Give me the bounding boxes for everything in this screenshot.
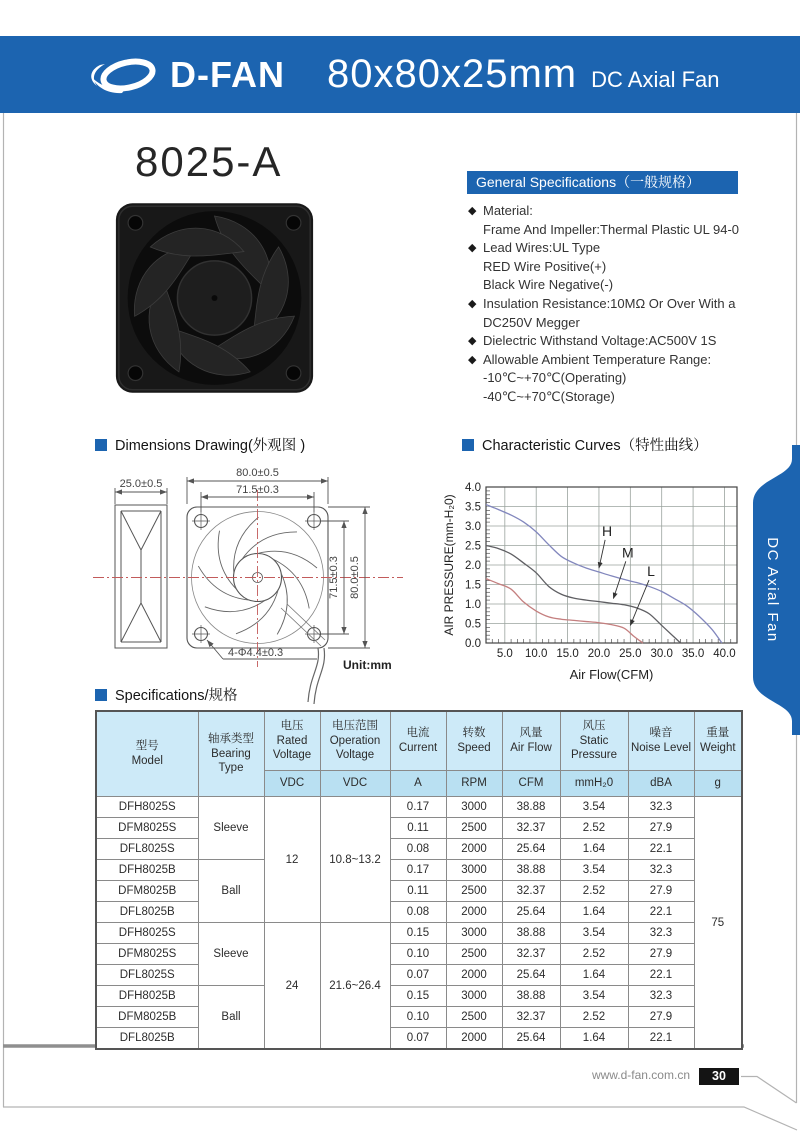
cell-current: 0.07 [390, 1028, 446, 1050]
cell-noise: 27.9 [628, 944, 694, 965]
cell-pressure: 2.52 [560, 944, 628, 965]
curve-label-L: L [647, 563, 655, 580]
cell-noise: 32.3 [628, 860, 694, 881]
svg-text:3.5: 3.5 [465, 501, 481, 514]
cell-current: 0.17 [390, 797, 446, 818]
cell-speed: 2000 [446, 965, 502, 986]
cell-current: 0.15 [390, 986, 446, 1007]
fan-product-photo [112, 200, 317, 396]
cell-operation-voltage: 21.6~26.4 [320, 923, 390, 1050]
cell-model: DFH8025B [96, 860, 198, 881]
cell-current: 0.17 [390, 860, 446, 881]
spec-list-item [468, 295, 773, 314]
cell-model: DFM8025S [96, 944, 198, 965]
table-row [96, 818, 742, 839]
cell-noise: 22.1 [628, 839, 694, 860]
cell-speed: 3000 [446, 986, 502, 1007]
cell-airflow: 38.88 [502, 860, 560, 881]
cell-pressure: 3.54 [560, 797, 628, 818]
cell-pressure: 1.64 [560, 1028, 628, 1050]
curve-label-H: H [602, 522, 613, 539]
indent-spacer [468, 258, 483, 277]
cell-model: DFL8025S [96, 839, 198, 860]
svg-text:40.0: 40.0 [713, 648, 736, 660]
page-number-badge: 30 [699, 1068, 739, 1085]
column-unit: mmH₂0 [560, 771, 628, 797]
spec-list-item [468, 202, 773, 221]
diamond-bullet-icon: ◆ [468, 205, 477, 217]
svg-text:3.0: 3.0 [465, 521, 481, 533]
table-row [96, 839, 742, 860]
spec-list-item-text: Allowable Ambient Temperature Range: [483, 351, 712, 367]
dimensions-section-heading [95, 434, 305, 455]
svg-text:1.0: 1.0 [465, 599, 481, 611]
column-header-en: Air Flow [510, 742, 552, 754]
cell-bearing: Sleeve [198, 797, 264, 860]
column-header-zh: 电压 [280, 719, 304, 732]
curve-L [486, 579, 643, 643]
cell-speed: 3000 [446, 860, 502, 881]
cell-current: 0.07 [390, 965, 446, 986]
svg-text:AIR PRESSURE(mm-H₂0): AIR PRESSURE(mm-H₂0) [442, 494, 456, 636]
cell-bearing: Sleeve [198, 923, 264, 986]
column-header-zh: 噪音 [649, 727, 673, 740]
column-header-en: Static Pressure [570, 734, 618, 762]
spec-list-item [468, 351, 773, 370]
column-header-en: Current [398, 742, 438, 754]
cell-model: DFL8025S [96, 965, 198, 986]
curve-label-M: M [621, 544, 634, 561]
svg-text:5.0: 5.0 [496, 648, 513, 660]
column-header-en: Model [131, 755, 163, 767]
cell-airflow: 38.88 [502, 923, 560, 944]
spec-list-item-text: Material: [483, 203, 533, 218]
spec-list-item-text: Black Wire Negative(-) [483, 277, 614, 293]
table-row [96, 1007, 742, 1028]
column-header [628, 711, 694, 771]
cell-pressure: 2.52 [560, 818, 628, 839]
cell-speed: 2000 [446, 1028, 502, 1050]
spec-list-item [468, 314, 773, 333]
table-row [96, 797, 742, 818]
section-bullet-icon [462, 439, 474, 451]
characteristic-curves-chart [440, 458, 760, 698]
cell-pressure: 3.54 [560, 986, 628, 1007]
cell-rated-voltage: 24 [264, 923, 320, 1050]
cell-model: DFM8025S [96, 818, 198, 839]
cell-airflow: 25.64 [502, 1028, 560, 1050]
cell-pressure: 3.54 [560, 923, 628, 944]
svg-text:2.5: 2.5 [465, 540, 481, 553]
diamond-bullet-icon: ◆ [468, 335, 477, 348]
indent-spacer [468, 388, 483, 407]
spec-list-item [468, 258, 773, 277]
cell-speed: 2500 [446, 1007, 502, 1028]
spec-list-item-text: DC250V Megger [483, 314, 580, 330]
dim-holes: 4-Φ4.4±0.3 [228, 647, 284, 659]
column-unit: VDC [320, 771, 390, 797]
svg-text:35.0: 35.0 [681, 648, 705, 660]
side-tab-label: DC Axial Fan [764, 537, 781, 643]
cell-rated-voltage: 12 [264, 797, 320, 923]
indent-spacer [468, 276, 483, 295]
svg-text:15.0: 15.0 [556, 648, 579, 660]
cell-noise: 32.3 [628, 797, 694, 818]
dim-width-inner: 71.5±0.3 [236, 484, 279, 496]
svg-text:1.5: 1.5 [465, 579, 481, 592]
dimensions-drawing [85, 462, 445, 707]
general-specs-list [468, 202, 773, 407]
cell-airflow: 32.37 [502, 1007, 560, 1028]
column-unit: A [390, 771, 446, 797]
cell-bearing: Ball [198, 860, 264, 923]
table-heading-label: Specifications/规格 [115, 688, 238, 704]
cell-model: DFL8025B [96, 1028, 198, 1050]
column-header-zh: 重量 [706, 727, 730, 740]
spec-list-item [468, 388, 773, 407]
svg-text:2.0: 2.0 [465, 560, 481, 572]
column-header [320, 711, 390, 771]
cell-airflow: 25.64 [502, 902, 560, 923]
header-subtitle: DC Axial Fan [591, 66, 720, 92]
column-header [198, 711, 264, 797]
column-header-zh: 转数 [462, 727, 486, 740]
cell-speed: 2000 [446, 839, 502, 860]
cell-model: DFH8025B [96, 986, 198, 1007]
cell-airflow: 38.88 [502, 986, 560, 1007]
cell-pressure: 1.64 [560, 965, 628, 986]
column-header-en: Rated Voltage [272, 734, 312, 762]
column-header-zh: 型号 [135, 740, 159, 753]
cell-pressure: 2.52 [560, 881, 628, 902]
indent-spacer [468, 221, 483, 240]
column-header [96, 711, 198, 797]
cell-noise: 22.1 [628, 965, 694, 986]
brand-name: D-FAN [170, 53, 285, 95]
cell-speed: 2500 [446, 818, 502, 839]
diamond-bullet-icon: ◆ [468, 297, 477, 310]
column-header-en: Weight [699, 742, 736, 754]
cell-pressure: 3.54 [560, 860, 628, 881]
spec-list-item [468, 239, 773, 258]
column-header [446, 711, 502, 771]
cell-current: 0.08 [390, 839, 446, 860]
svg-text:10.0: 10.0 [525, 648, 548, 660]
cell-airflow: 32.37 [502, 881, 560, 902]
impeller-blade-lines [193, 514, 320, 642]
cell-speed: 3000 [446, 797, 502, 818]
cell-model: DFL8025B [96, 902, 198, 923]
cell-current: 0.11 [390, 881, 446, 902]
cell-current: 0.10 [390, 1007, 446, 1028]
column-header-en: Speed [457, 742, 491, 754]
cell-airflow: 32.37 [502, 944, 560, 965]
column-header-zh: 风压 [582, 719, 606, 732]
dim-height-outer: 80.0±0.5 [349, 556, 361, 599]
dim-unit: Unit:mm [343, 658, 392, 672]
table-row [96, 944, 742, 965]
cell-current: 0.10 [390, 944, 446, 965]
cell-speed: 2000 [446, 902, 502, 923]
dimensions-heading-label: Dimensions Drawing(外观图 ) [115, 438, 306, 454]
table-row [96, 1028, 742, 1050]
cell-model: DFM8025B [96, 1007, 198, 1028]
diamond-bullet-icon: ◆ [468, 242, 477, 255]
column-header-zh: 轴承类型 [208, 732, 254, 745]
spec-list-item [468, 369, 773, 388]
product-model-title: 8025-A [135, 138, 283, 185]
cell-pressure: 2.52 [560, 1007, 628, 1028]
cell-noise: 32.3 [628, 923, 694, 944]
dim-height-inner: 71.5±0.3 [328, 556, 340, 599]
column-header-en: Operation Voltage [329, 734, 381, 762]
svg-text:30.0: 30.0 [650, 648, 673, 660]
spec-list-item-text: Insulation Resistance:10MΩ Or Over With a [483, 295, 736, 311]
side-tab [745, 445, 800, 735]
cell-bearing: Ball [198, 986, 264, 1050]
svg-text:0.0: 0.0 [465, 638, 481, 650]
indent-spacer [468, 314, 483, 333]
cell-weight: 75 [694, 797, 742, 1050]
table-row [96, 860, 742, 881]
cell-airflow: 25.64 [502, 965, 560, 986]
section-bullet-icon [95, 689, 107, 701]
curves-section-heading [462, 434, 708, 455]
column-header [264, 711, 320, 771]
cell-noise: 27.9 [628, 818, 694, 839]
spec-list-item-text: Dielectric Withstand Voltage:AC500V 1S [483, 333, 717, 349]
spec-list-item-text: Frame And Impeller:Thermal Plastic UL 94-0 [483, 221, 740, 237]
specifications-table [95, 710, 743, 1050]
column-unit: CFM [502, 771, 560, 797]
cell-noise: 22.1 [628, 902, 694, 923]
column-header [560, 711, 628, 771]
svg-text:0.5: 0.5 [465, 618, 481, 631]
spec-list-item-text: Lead Wires:UL Type [483, 240, 601, 256]
column-header-zh: 电流 [406, 727, 430, 740]
spec-list-item-text: -10℃~+70℃(Operating) [483, 370, 627, 386]
table-row [96, 965, 742, 986]
column-unit: RPM [446, 771, 502, 797]
cell-speed: 2500 [446, 881, 502, 902]
spec-list-item-text: -40℃~+70℃(Storage) [483, 388, 615, 404]
curve-M [486, 546, 681, 644]
table-row [96, 986, 742, 1007]
general-specs-heading: General Specifications（一般规格） [467, 171, 738, 194]
cell-speed: 3000 [446, 923, 502, 944]
column-header [694, 711, 742, 771]
footer-url: www.d-fan.com.cn [591, 1068, 690, 1082]
cell-noise: 27.9 [628, 1007, 694, 1028]
cell-airflow: 38.88 [502, 797, 560, 818]
column-header [502, 711, 560, 771]
lead-wires [308, 648, 325, 704]
cell-noise: 22.1 [628, 1028, 694, 1050]
cell-pressure: 1.64 [560, 902, 628, 923]
spec-list-item [468, 332, 773, 351]
cell-pressure: 1.64 [560, 839, 628, 860]
cell-model: DFH8025S [96, 797, 198, 818]
cell-noise: 27.9 [628, 881, 694, 902]
cell-current: 0.15 [390, 923, 446, 944]
table-section-heading [95, 684, 238, 705]
column-unit: g [694, 771, 742, 797]
svg-text:25.0: 25.0 [619, 648, 642, 660]
cell-current: 0.08 [390, 902, 446, 923]
column-header-en: Bearing Type [211, 747, 251, 775]
cell-model: DFH8025S [96, 923, 198, 944]
diamond-bullet-icon: ◆ [468, 353, 477, 366]
curves-heading-label: Characteristic Curves（特性曲线） [482, 438, 708, 454]
table-row [96, 881, 742, 902]
cell-model: DFM8025B [96, 881, 198, 902]
header-size-title: 80x80x25mm [327, 52, 578, 96]
table-row [96, 923, 742, 944]
column-header-en: Noise Level [630, 742, 692, 754]
table-row [96, 902, 742, 923]
indent-spacer [468, 369, 483, 388]
column-unit: dBA [628, 771, 694, 797]
header-bar [0, 36, 800, 113]
svg-text:20.0: 20.0 [587, 648, 611, 660]
cell-airflow: 32.37 [502, 818, 560, 839]
svg-text:4.0: 4.0 [465, 482, 481, 494]
dim-depth: 25.0±0.5 [119, 478, 163, 490]
cell-current: 0.11 [390, 818, 446, 839]
cell-noise: 32.3 [628, 986, 694, 1007]
column-header-zh: 电压范围 [332, 719, 378, 732]
spec-list-item [468, 221, 773, 240]
column-header [390, 711, 446, 771]
section-bullet-icon [95, 439, 107, 451]
spec-list-item [468, 276, 773, 295]
spec-list-item-text: RED Wire Positive(+) [483, 258, 607, 274]
cell-speed: 2500 [446, 944, 502, 965]
cell-airflow: 25.64 [502, 839, 560, 860]
column-header-zh: 风量 [519, 727, 543, 740]
svg-text:Air Flow(CFM): Air Flow(CFM) [569, 667, 654, 682]
logo-swirl-icon [88, 55, 166, 95]
dim-width-outer: 80.0±0.5 [236, 467, 279, 479]
column-unit: VDC [264, 771, 320, 797]
cell-operation-voltage: 10.8~13.2 [320, 797, 390, 923]
